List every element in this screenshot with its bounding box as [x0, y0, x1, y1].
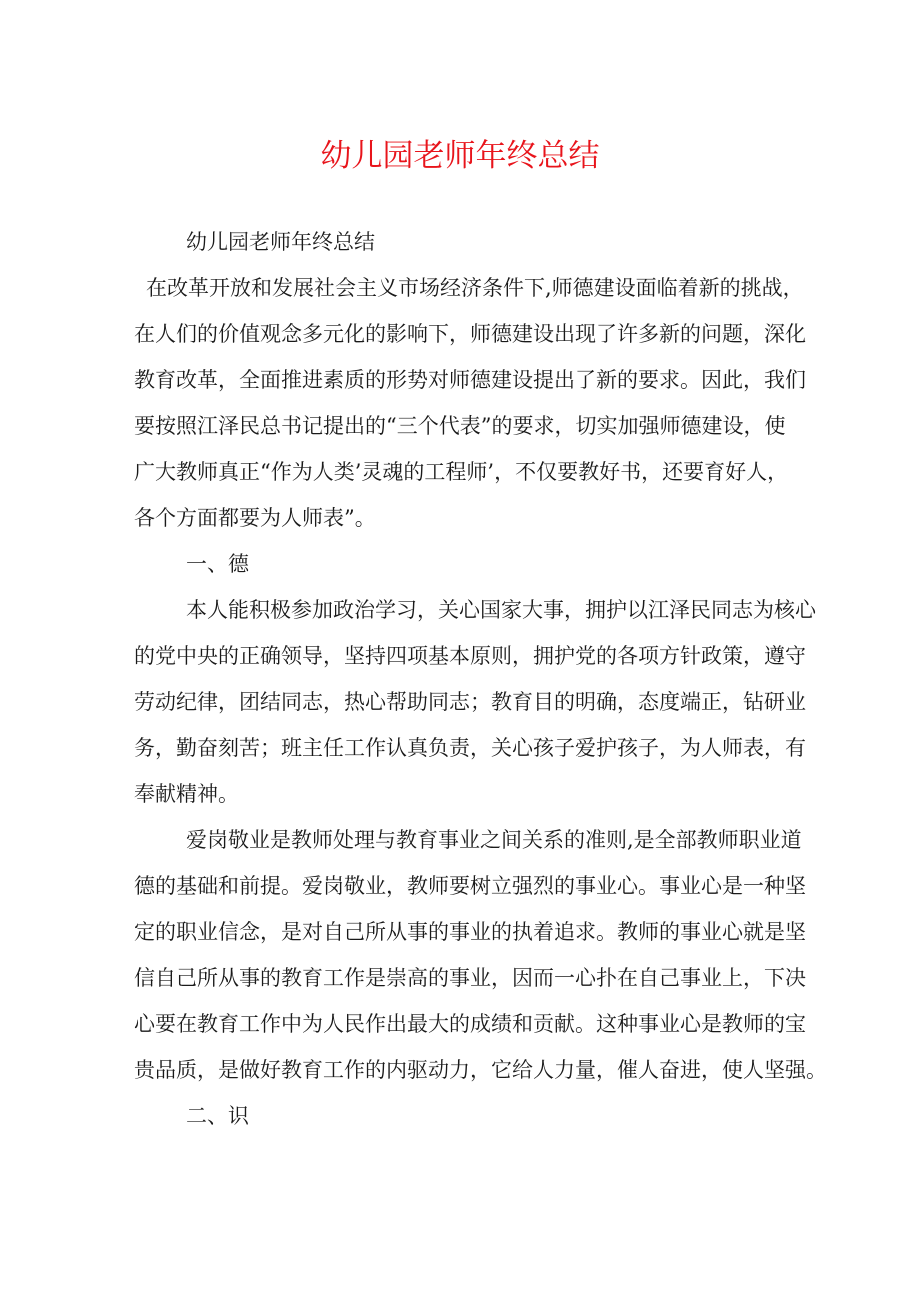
paragraph-line: 信自己所从事的教育工作是崇高的事业，因而一心扑在自己事业上，下决 [134, 966, 806, 990]
paragraph-line: 爱岗敬业是教师处理与教育事业之间关系的准则,是全部教师职业道 [186, 828, 802, 852]
page-title: 幼儿园老师年终总结 [320, 138, 600, 174]
paragraph-line: 的党中央的正确领导，坚持四项基本原则，拥护党的各项方针政策，遵守 [134, 644, 806, 668]
paragraph-line: 要按照江泽民总书记提出的“三个代表”的要求，切实加强师德建设，使 [134, 414, 786, 438]
paragraph-line: 定的职业信念，是对自己所从事的事业的执着追求。教师的事业心就是坚 [134, 920, 806, 944]
intro-paragraph [134, 272, 804, 534]
paragraph-1 [134, 594, 816, 810]
paragraph-line: 各个方面都要为人师表”。 [134, 506, 376, 530]
paragraph-line: 劳动纪律，团结同志，热心帮助同志；教育目的明确，态度端正，钻研业 [134, 690, 806, 714]
section-heading: 二、识 [186, 1104, 249, 1128]
paragraph-line: 奉献精神。 [134, 782, 239, 806]
paragraph-line: 务，勤奋刻苦；班主任工作认真负责，关心孩子爱护孩子，为人师表，有 [134, 736, 806, 760]
paragraph-line: 心要在教育工作中为人民作出最大的成绩和贡献。这种事业心是教师的宝 [134, 1012, 806, 1036]
paragraph-line: 贵品质，是做好教育工作的内驱动力，它给人力量，催人奋进，使人坚强。 [134, 1058, 827, 1082]
paragraph-line: 广大教师真正“作为人类’灵魂的工程师’，不仅要教好书，还要育好人， [134, 460, 789, 484]
section-heading: 一、德 [186, 552, 249, 576]
paragraph-2 [134, 824, 827, 1086]
document-body [134, 226, 827, 1132]
paragraph-line: 教育改革，全面推进素质的形势对师德建设提出了新的要求。因此，我们 [134, 368, 806, 392]
paragraph-line: 德的基础和前提。爱岗敬业，教师要树立强烈的事业心。事业心是一种坚 [134, 874, 806, 898]
paragraph-line: 在改革开放和发展社会主义市场经济条件下,师德建设面临着新的挑战， [146, 276, 804, 300]
paragraph-line: 本人能积极参加政治学习，关心国家大事，拥护以江泽民同志为核心 [186, 598, 816, 622]
paragraph-line: 在人们的价值观念多元化的影响下，师德建设出现了许多新的问题，深化 [134, 322, 806, 346]
subtitle: 幼儿园老师年终总结 [186, 230, 375, 254]
